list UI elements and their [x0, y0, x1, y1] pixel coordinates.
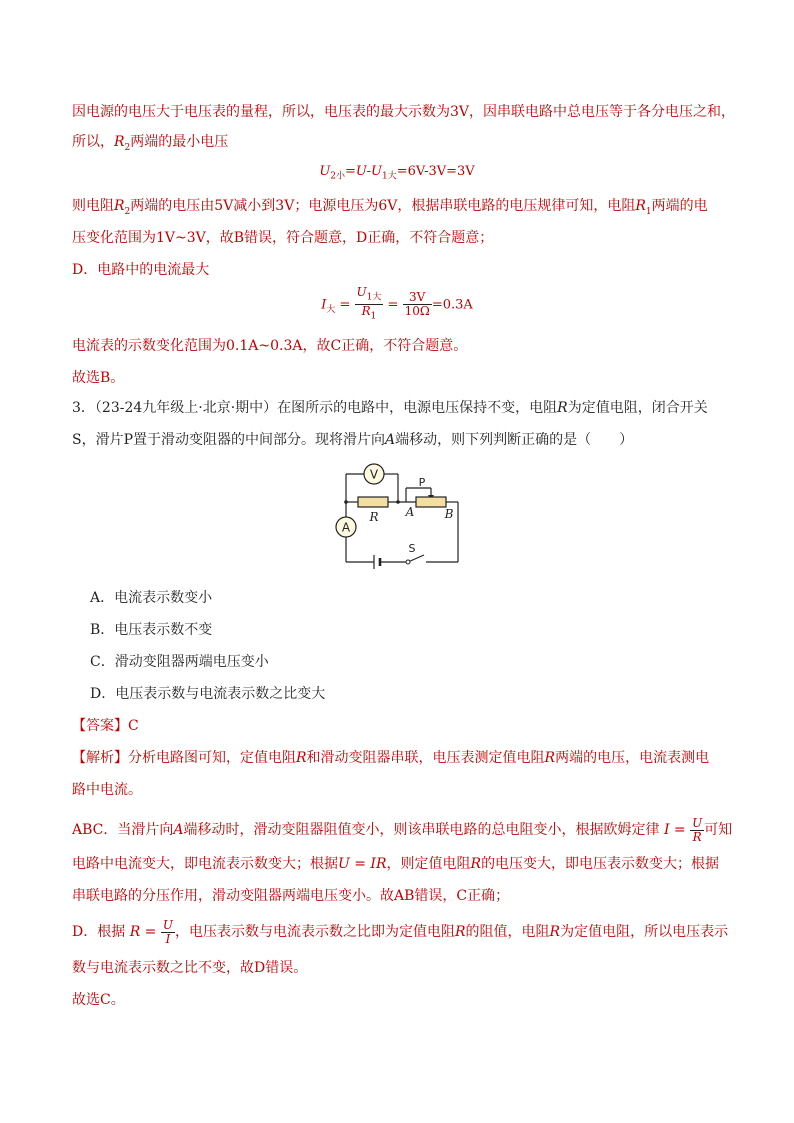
analysis-line [72, 914, 728, 950]
var-a: A [173, 822, 184, 838]
slider-label: P [418, 476, 426, 489]
text: D．电路中的电流最大 [72, 262, 210, 278]
text: 端移动，则下列判断正确的是（ ） [395, 432, 634, 448]
solution-line [72, 228, 493, 248]
frac-sub: 1 [370, 311, 377, 322]
eq-equals: = [339, 297, 351, 313]
eq-sub: 1大 [381, 171, 397, 182]
eq-rhs: =6V-3V=3V [396, 164, 475, 179]
switch-contact [406, 560, 410, 564]
option-c [90, 652, 269, 672]
text: ，则定值电阻 [386, 856, 471, 872]
text: 可知 [704, 822, 733, 838]
var-r: R [114, 198, 125, 214]
equation-min-voltage [0, 164, 794, 182]
analysis-line [72, 812, 732, 848]
option-d [90, 684, 325, 704]
eq-inline: U = IR [338, 856, 387, 872]
frac-den: 10Ω [404, 304, 430, 319]
voltmeter-label: V [369, 467, 379, 482]
text: 为定值电阻，闭合开关 [567, 400, 708, 416]
solution-line [72, 336, 467, 356]
analysis-line [72, 780, 142, 800]
fraction [690, 817, 704, 844]
text: 两端的电压由5V减小到3V；电源电压为6V，根据串联电路的电压规律可知，电阻 [130, 198, 636, 214]
text: 的阻值，电阻 [465, 924, 550, 940]
frac-num: U [356, 285, 367, 299]
fraction [355, 286, 384, 324]
eq-result: =0.3A [431, 297, 473, 313]
resistor-label: R [369, 510, 379, 524]
eq-var: U [319, 164, 331, 179]
var-r: R [296, 750, 307, 766]
eq-mid: =U-U [345, 164, 382, 179]
option-text: B．电压表示数不变 [90, 622, 213, 638]
option-text: A．电流表示数变小 [90, 590, 213, 606]
text: 3．（23-24九年级上·北京·期中）在图所示的电路中，电源电压保持不变，电阻 [72, 400, 558, 416]
eq-lhs: R = [129, 924, 157, 940]
solution-line [72, 196, 708, 222]
analysis-line [72, 748, 709, 768]
fraction [403, 291, 432, 318]
option-text: D．电压表示数与电流表示数之比变大 [90, 686, 326, 702]
eq-var: I [321, 297, 327, 313]
text: 两端的电 [651, 198, 708, 214]
end-a-label: A [405, 505, 415, 519]
frac-num: 3V [403, 291, 432, 305]
text: 端移动时，滑动变阻器阻值变小，则该串联电路的总电阻变小，根据欧姆定律 [183, 822, 660, 838]
frac-sub: 1大 [366, 292, 382, 303]
subscript: 2 [124, 142, 131, 153]
analysis-line [72, 958, 307, 978]
choose-line [72, 368, 124, 388]
text: 路中电流。 [72, 782, 142, 798]
equation-max-current [0, 286, 794, 324]
solution-line [72, 102, 735, 122]
eq-equals: = [387, 297, 399, 313]
text: ，电压表示数与电流表示数之比即为定值电阻 [175, 924, 455, 940]
question-line [72, 398, 708, 418]
circuit-diagram [330, 460, 470, 572]
var-r: R [470, 856, 482, 872]
option-text: C．滑动变阻器两端电压变小 [90, 654, 269, 670]
text: 所以， [72, 134, 114, 150]
solution-text: 因电源的电压大于电压表的量程，所以，电压表的最大示数为3V，因串联电路中总电压等于各分电压之和， [72, 104, 736, 120]
ammeter-label: A [341, 520, 351, 535]
subscript: 2 [124, 206, 131, 217]
question-line [72, 430, 633, 450]
analysis-line [72, 886, 509, 906]
var-a: A [385, 432, 396, 448]
text: 两端的电压，电流表测电 [555, 750, 710, 766]
text: ABC．当滑片向 [72, 822, 174, 838]
text: 数与电流表示数之比不变，故D错误。 [72, 960, 308, 976]
end-b-label: B [444, 507, 454, 521]
text: 的电压变大，即电压表示数变大；根据 [481, 856, 720, 872]
text: 电流表的示数变化范围为0.1A~0.3A，故C正确，不符合题意。 [72, 338, 468, 354]
var-r: R [455, 924, 466, 940]
analysis-tag: 【解析】 [72, 750, 128, 766]
var-r: R [544, 750, 556, 766]
text: 电路中电流变大，即电流表示数变大；根据 [72, 856, 338, 872]
var-r: R [635, 198, 646, 214]
option-b [90, 620, 212, 640]
var-r: R [549, 924, 561, 940]
frac-den: R [361, 304, 371, 319]
text: 压变化范围为1V~3V，故B错误，符合题意，D正确，不符合题意； [72, 230, 494, 246]
option-a [90, 588, 212, 608]
text: 则电阻 [72, 198, 114, 214]
text: D．根据 [72, 924, 126, 940]
junction-dot [344, 500, 348, 504]
frac-num: U [162, 917, 173, 932]
frac-num: U [692, 815, 703, 830]
battery-icon [374, 555, 380, 569]
resistor-r [358, 497, 388, 507]
solution-line [72, 260, 209, 280]
text: 故选C。 [72, 992, 125, 1008]
answer-line [72, 716, 139, 736]
text: 和滑动变阻器串联，电压表测定值电阻 [306, 750, 545, 766]
subscript: 1 [645, 206, 652, 217]
text: 为定值电阻，所以电压表示 [560, 924, 729, 940]
answer-value: C [128, 718, 139, 734]
var-r: R [557, 400, 568, 416]
text: 串联电路的分压作用，滑动变阻器两端电压变小。故AB错误，C正确； [72, 888, 510, 904]
eq-sub: 2小 [330, 171, 346, 182]
choose-line [72, 990, 125, 1010]
rheostat [416, 497, 446, 507]
analysis-line [72, 854, 719, 874]
text: S，滑片P置于滑动变阻器的中间部分。现将滑片向 [72, 432, 386, 448]
eq-lhs: I = [663, 822, 686, 838]
solution-line [72, 132, 228, 158]
frac-den: R [692, 829, 702, 844]
eq-sub: 大 [326, 304, 336, 315]
text: 分析电路图可知，定值电阻 [128, 750, 296, 766]
text: 两端的最小电压 [130, 134, 229, 150]
switch-label: S [408, 542, 416, 555]
var-r: R [114, 134, 125, 150]
text: 故选B。 [72, 370, 125, 386]
frac-den: I [165, 931, 171, 946]
fraction [161, 919, 175, 946]
answer-tag: 【答案】 [72, 718, 128, 734]
junction-dot [396, 500, 400, 504]
